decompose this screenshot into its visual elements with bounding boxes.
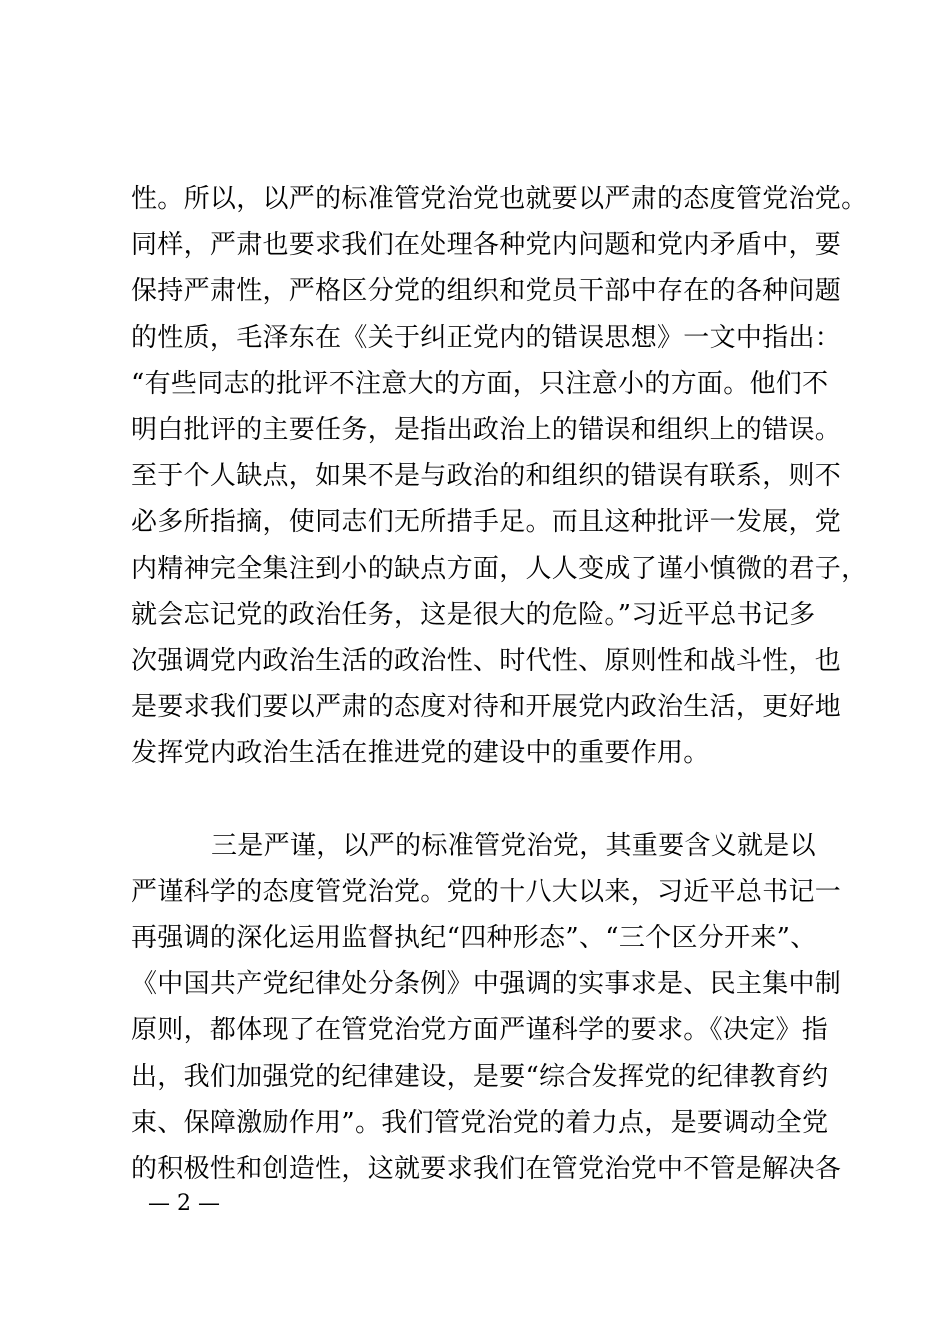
paragraph-line: 同样，严肃也要求我们在处理各种党内问题和党内矛盾中，要 bbox=[131, 230, 842, 261]
paragraph-line: 内精神完全集注到小的缺点方面，人人变成了谨小慎微的君子， bbox=[131, 553, 868, 584]
paragraph-line: 性。所以，以严的标准管党治党也就要以严肃的态度管党治党。 bbox=[131, 184, 868, 214]
paragraph-line: 三是严谨，以严的标准管党治党，其重要含义就是以 bbox=[211, 830, 816, 861]
paragraph-line: 保持严肃性，严格区分党的组织和党员干部中存在的各种问题 bbox=[131, 276, 842, 307]
paragraph-line: 至于个人缺点，如果不是与政治的和组织的错误有联系，则不 bbox=[131, 461, 842, 492]
paragraph-line: 《中国共产党纪律处分条例》中强调的实事求是、民主集中制 bbox=[131, 969, 842, 1000]
paragraph-spacer bbox=[131, 776, 851, 822]
paragraph-line: 明白批评的主要任务，是指出政治上的错误和组织上的错误。 bbox=[131, 414, 842, 445]
body-text bbox=[131, 176, 868, 1192]
paragraph-line: 次强调党内政治生活的政治性、时代性、原则性和战斗性，也 bbox=[131, 645, 842, 676]
paragraph-line: 必多所指摘，使同志们无所措手足。而且这种批评一发展，党 bbox=[131, 507, 842, 538]
paragraph-line: 原则，都体现了在管党治党方面严谨科学的要求。《决定》指 bbox=[131, 1015, 829, 1046]
paragraph-line: 再强调的深化运用监督执纪“四种形态”、“三个区分开来”、 bbox=[131, 923, 817, 953]
paragraph-line: 出，我们加强党的纪律建设，是要“综合发挥党的纪律教育约 bbox=[131, 1061, 829, 1092]
paragraph-line: 是要求我们要以严肃的态度对待和开展党内政治生活，更好地 bbox=[131, 692, 842, 723]
page-number: — 2 — bbox=[148, 1191, 220, 1216]
paragraph-line: 严谨科学的态度管党治党。党的十八大以来，习近平总书记一 bbox=[131, 876, 842, 907]
paragraph-line: 发挥党内政治生活在推进党的建设中的重要作用。 bbox=[131, 738, 710, 769]
paragraph-line: 就会忘记党的政治任务，这是很大的危险。”习近平总书记多 bbox=[131, 599, 816, 630]
paragraph-line: 的积极性和创造性，这就要求我们在管党治党中不管是解决各 bbox=[131, 1153, 842, 1184]
paragraph-line: 的性质，毛泽东在《关于纠正党内的错误思想》一文中指出： bbox=[131, 322, 842, 353]
paragraph-line: “有些同志的批评不注意大的方面，只注意小的方面。他们不 bbox=[131, 368, 829, 399]
paragraph-line: 束、保障激励作用”。我们管党治党的着力点，是要调动全党 bbox=[131, 1107, 829, 1138]
